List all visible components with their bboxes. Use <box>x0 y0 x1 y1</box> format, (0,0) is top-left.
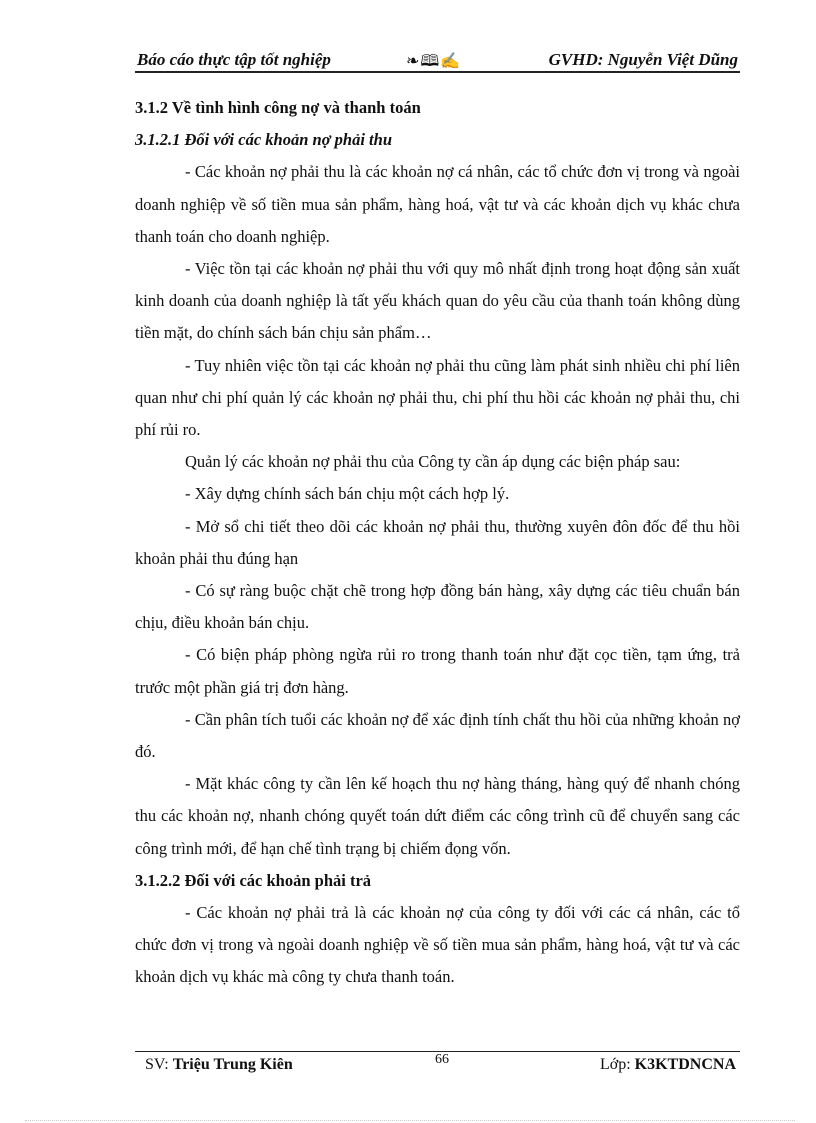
class-label: Lớp: <box>599 1056 635 1073</box>
subsection-heading: 3.1.2.2 Đối với các khoản phải trả <box>135 870 372 890</box>
paragraph: - Xây dựng chính sách bán chịu một cách hợp lý. <box>185 484 510 504</box>
paragraph: - Có sự ràng buộc chặt chẽ trong hợp đồng bán hàng, xây dựng các tiêu chuẩn bán chịu, điều khoản bán chịu. <box>135 581 740 633</box>
student-info <box>145 1056 293 1074</box>
paragraph: Quản lý các khoản nợ phải thu của Công ty cần áp dụng các biện pháp sau: <box>185 452 681 472</box>
paragraph: - Cần phân tích tuổi các khoản nợ để xác định tính chất thu hồi của những khoản nợ đó. <box>135 709 740 762</box>
paragraph: - Các khoản nợ phải trả là các khoản nợ của công ty đối với các cá nhân, các tổ chức đơn vị trong và ngoài doanh nghiệp về số tiền mua sản phẩm, hàng hoá, vật tư và các khoản dịch vụ khác mà công ty chưa thanh toán. <box>135 903 740 987</box>
advisor-name: GVHD: Nguyễn Việt Dũng <box>548 50 738 69</box>
header-divider <box>135 71 740 73</box>
page-footer <box>135 1052 740 1080</box>
book-ornament-icon: ❧🕮✍ <box>406 53 462 70</box>
paragraph: - Có biện pháp phòng ngừa rủi ro trong thanh toán như đặt cọc tiền, tạm ứng, trả trước một phần giá trị đơn hàng. <box>135 645 740 697</box>
report-title: Báo cáo thực tập tốt nghiệp <box>137 50 331 69</box>
class-name: K3KTDNCNA <box>634 1056 736 1073</box>
paragraph: - Mặt khác công ty cần lên kế hoạch thu nợ hàng tháng, hàng quý để nhanh chóng thu các khoản nợ, nhanh chóng quyết toán dứt điểm các công trình cũ để chuyển sang các công trình mới, để hạn chế tình trạng bị chiếm đọng vốn. <box>135 774 740 858</box>
paragraph: - Việc tồn tại các khoản nợ phải thu với quy mô nhất định trong hoạt động sản xuất kinh doanh của doanh nghiệp là tất yếu khách quan do yêu cầu của thanh toán không dùng tiền mặt, do chính sách bán chịu sản phẩm… <box>135 259 740 343</box>
page-header <box>135 46 740 72</box>
page-body <box>135 92 740 994</box>
class-info <box>600 1056 736 1074</box>
student-name: Triệu Trung Kiên <box>172 1056 293 1073</box>
page-number: 66 <box>435 1052 449 1067</box>
page-bottom-edge <box>25 1120 795 1121</box>
paragraph: - Tuy nhiên việc tồn tại các khoản nợ phải thu cũng làm phát sinh nhiều chi phí liên quan như chi phí quản lý các khoản nợ phải thu, chi phí thu hồi các khoản nợ phải thu, chi phí rủi ro. <box>135 355 740 440</box>
student-label: SV: <box>145 1056 173 1073</box>
paragraph: - Mở sổ chi tiết theo dõi các khoản nợ phải thu, thường xuyên đôn đốc để thu hồi khoản phải thu đúng hạn <box>135 516 740 568</box>
section-heading: 3.1.2 Về tình hình công nợ và thanh toán <box>135 98 421 117</box>
paragraph: - Các khoản nợ phải thu là các khoản nợ cá nhân, các tổ chức đơn vị trong và ngoài doanh nghiệp về số tiền mua sản phẩm, hàng hoá, vật tư và các khoản dịch vụ khác chưa thanh toán cho doanh nghiệp. <box>135 162 740 246</box>
subsection-heading: 3.1.2.1 Đối với các khoản nợ phải thu <box>135 130 392 150</box>
